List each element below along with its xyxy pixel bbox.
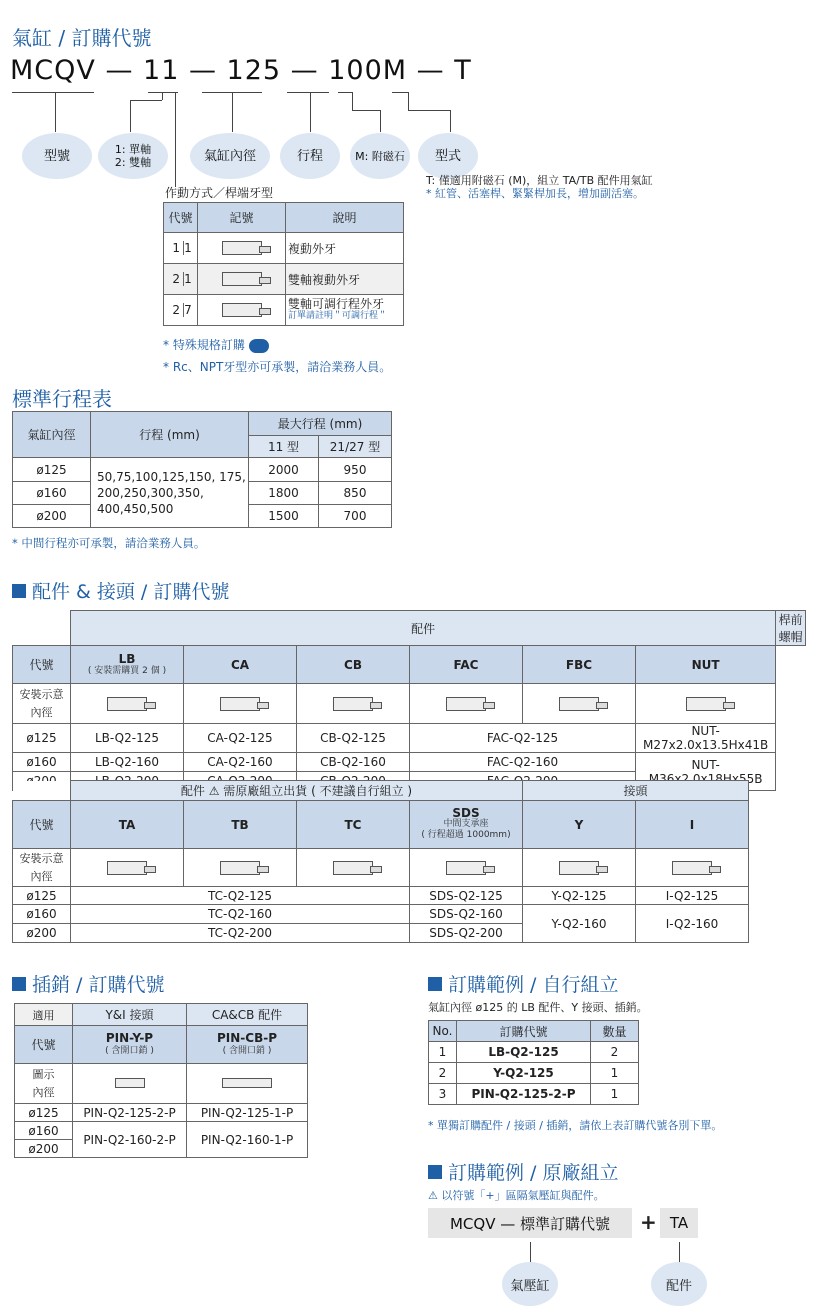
ex1-desc: 氣缸內徑 ø125 的 LB 配件、Y 接頭、插銷。: [428, 1001, 648, 1014]
acc-table-1: 配件 桿前螺帽 代號 LB ( 安裝需購買 2 個 ) CA CB FAC FBC NUT 安裝示意 內徑 ø125 LB-Q2-125 CA-Q2-125 CB-Q2-125 FAC-Q2-125 NUT-M27x2.0x13.5Hx41B ø160 LB-Q2-160 CA-Q2-160 CB-Q2-160 FAC-Q2-160 NUT-M36x2.0x18Hx55B LB-Q2-200 CA-Q2-200 CB-Q2-200 FAC-Q2-200: [12, 610, 806, 791]
order-code: MCQV — 11 — 125 — 100M — T: [10, 55, 472, 86]
action-table: 代號 記號 說明 1 1 複動外牙 2 1 雙軸複動外牙 2 7 雙軸可調行程外牙 訂單請註明＂可調行程＂: [163, 202, 404, 326]
stroke-note: * 中間行程亦可承製，請洽業務人員。: [12, 536, 206, 550]
type-note-2: * 紅管、活塞桿、緊緊桿加長，增加副活塞。: [426, 187, 644, 200]
ex2-desc: ⚠ 以符號「+」區隔氣壓缸與配件。: [428, 1189, 605, 1202]
nut-icon: [686, 697, 726, 711]
acc-table-2: 配件 ⚠ 需原廠組立出貨 ( 不建議自行組立 ) 接頭 代號 TA TB TC SDS 中間支承座 ( 行程超過 1000mm) Y I 安裝示意 內徑 ø125 TC-Q2-125 SDS-Q2-125 Y-Q2-125 I-Q2-125 ø160 TC-Q2-160 SDS-Q2-160 Y-Q2-160 I-Q2-160 ø200 TC-Q2-200 SDS-Q2-200: [12, 780, 749, 943]
fac-icon: [446, 697, 486, 711]
i-joint-icon: [672, 861, 712, 875]
motion-1: 1: 單軸: [114, 143, 152, 156]
cylinder-icon: [222, 303, 262, 317]
pin-table: 適用 Y&I 接頭 CA&CB 配件 代號 PIN-Y-P ( 含開口銷 ) PIN-CB-P ( 含開口銷 ) 圖示 內徑 ø125 PIN-Q2-125-2-P PIN-Q2-125-1-P ø160 PIN-Q2-160-2-P PIN-Q2-160-1-P ø200: [14, 1003, 308, 1158]
acc-title: 配件 & 接頭 / 訂購代號: [32, 581, 230, 603]
ex2-code: MCQV — 標準訂購代號: [428, 1208, 632, 1238]
accessory-oval: 配件: [651, 1262, 707, 1306]
y-joint-icon: [559, 861, 599, 875]
cylinder-icon: [222, 241, 262, 255]
sds-icon: [446, 861, 486, 875]
magnet-label: M: 附磁石: [350, 133, 410, 179]
pin-title: 插銷 / 訂購代號: [32, 974, 165, 996]
type-label: 型式: [418, 133, 478, 179]
action-caption: 作動方式／桿端牙型: [165, 186, 274, 200]
ex1-table: No. 訂購代號 數量 1 LB-Q2-125 2 2 Y-Q2-125 1 3 PIN-Q2-125-2-P 1: [428, 1020, 639, 1105]
stroke-label: 行程: [280, 133, 340, 179]
bore-label: 氣缸內徑: [190, 133, 270, 179]
link-icon[interactable]: [249, 339, 269, 353]
page-title: 氣缸 / 訂購代號: [12, 26, 152, 50]
pin-y-icon: [115, 1078, 145, 1088]
ca-icon: [220, 697, 260, 711]
cb-icon: [333, 697, 373, 711]
plus-sign: +: [640, 1210, 657, 1234]
tb-icon: [220, 861, 260, 875]
ex1-title: 訂購範例 / 自行組立: [448, 974, 619, 996]
stroke-title: 標準行程表: [12, 387, 112, 411]
special-order-note: * 特殊規格訂購: [163, 338, 245, 352]
model-label: 型號: [22, 133, 92, 179]
cylinder-oval: 氣壓缸: [502, 1262, 558, 1306]
cylinder-icon: [222, 272, 262, 286]
stroke-table: 氣缸內徑 行程 (mm) 最大行程 (mm) 11 型 21/27 型 ø125 50,75,100,125,150, 175, 200,250,300,350, 400,450,500 2000 950 ø160 1800 850 ø200 1500 700: [12, 411, 392, 528]
ex2-ta: TA: [660, 1208, 698, 1238]
ex2-title: 訂購範例 / 原廠組立: [448, 1162, 619, 1184]
lb-icon: [107, 697, 147, 711]
ta-icon: [107, 861, 147, 875]
type-note-1: T: 僅適用附磁石 (M)，組立 TA/TB 配件用氣缸: [426, 174, 653, 187]
motion-2: 2: 雙軸: [114, 156, 152, 169]
ex1-note: * 單獨訂購配件 / 接頭 / 插銷，請依上表訂購代號各別下單。: [428, 1119, 723, 1132]
tc-icon: [333, 861, 373, 875]
pin-cb-icon: [222, 1078, 272, 1088]
fbc-icon: [559, 697, 599, 711]
thread-note: * Rc、NPT牙型亦可承製，請洽業務人員。: [163, 360, 392, 374]
